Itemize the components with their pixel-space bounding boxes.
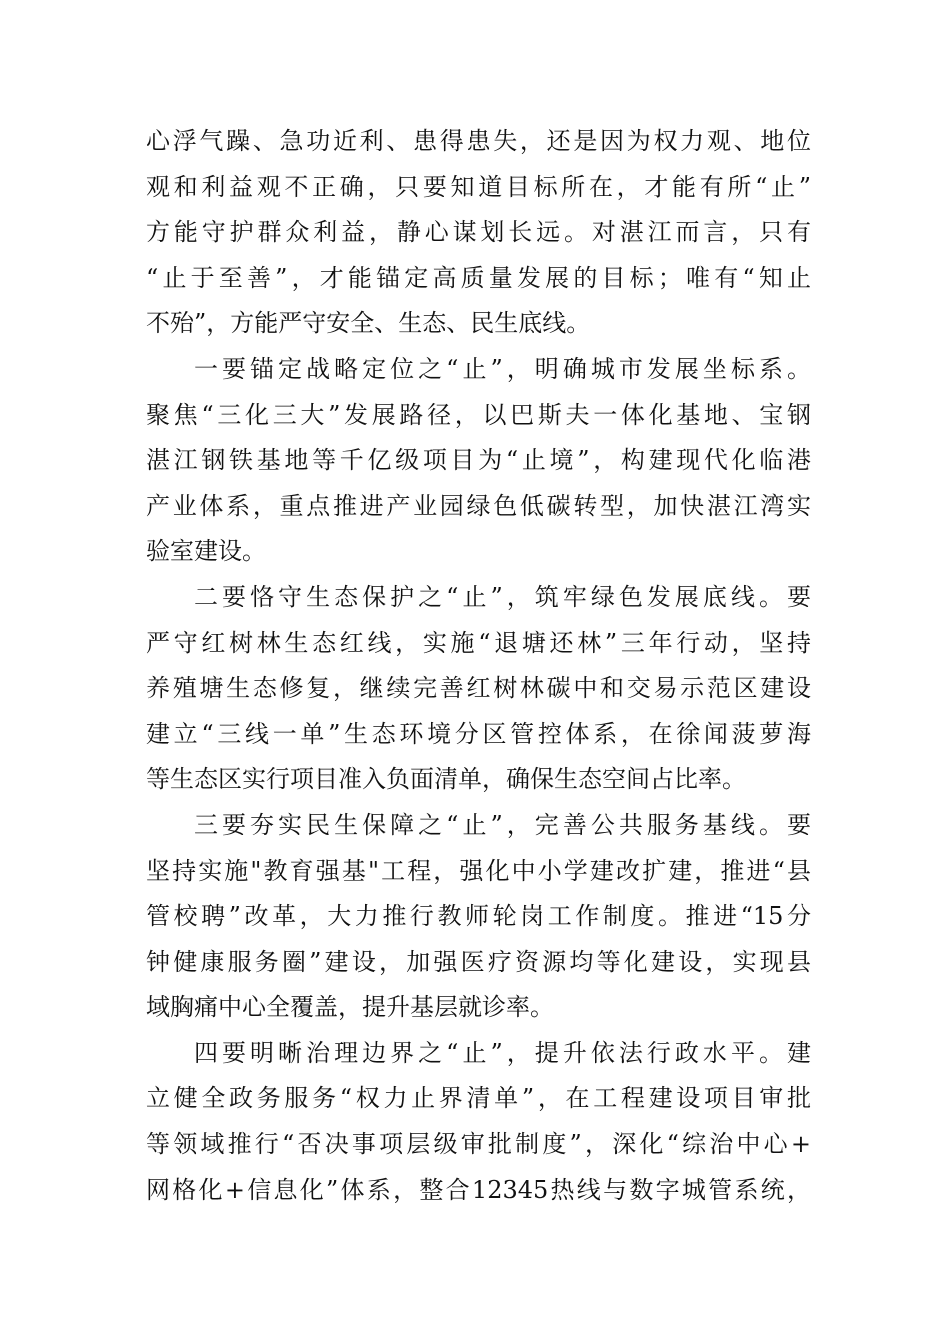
text-line: 域胸痛中心全覆盖，提升基层就诊率。 [146,993,554,1022]
text-line: 网格化+信息化”体系，整合12345热线与数字城管系统， [146,1175,811,1204]
paragraph-first-line: 二要恪守生态保护之“止”，筑牢绿色发展底线。要 [194,582,811,611]
text-line: 观和利益观不正确，只要知道目标所在，才能有所“止” [146,172,811,201]
text-line: “止于至善”，才能锚定高质量发展的目标；唯有“知止 [146,263,811,292]
paragraph-first-line: 四要明晰治理边界之“止”，提升依法行政水平。建 [194,1038,811,1067]
paragraph-first-line: 三要夯实民生保障之“止”，完善公共服务基线。要 [194,810,811,839]
text-line: 产业体系，重点推进产业园绿色低碳转型，加快湛江湾实 [146,491,811,520]
paragraph-first-line: 一要锚定战略定位之“止”，明确城市发展坐标系。 [194,354,811,383]
text-line: 立健全政务服务“权力止界清单”，在工程建设项目审批 [146,1084,811,1113]
text-line: 管校聘”改革，大力推行教师轮岗工作制度。推进“15分 [146,902,811,931]
text-line: 不殆”，方能严守安全、生态、民生底线。 [146,309,591,338]
document-body [146,119,811,1213]
text-line: 等生态区实行项目准入负面清单，确保生态空间占比率。 [146,765,746,794]
text-line: 等领域推行“否决事项层级审批制度”，深化“综治中心+ [146,1130,811,1159]
text-line: 建立“三线一单”生态环境分区管控体系，在徐闻菠萝海 [146,719,811,748]
text-line: 方能守护群众利益，静心谋划长远。对湛江而言，只有 [146,218,811,247]
text-line: 坚持实施"教育强基"工程，强化中小学建改扩建，推进“县 [146,856,811,885]
text-line: 验室建设。 [146,537,266,566]
text-line: 严守红树林生态红线，实施“退塘还林”三年行动，坚持 [146,628,811,657]
text-line: 湛江钢铁基地等千亿级项目为“止境”，构建现代化临港 [146,446,811,475]
text-line: 钟健康服务圈”建设，加强医疗资源均等化建设，实现县 [146,947,811,976]
text-line: 养殖塘生态修复，继续完善红树林碳中和交易示范区建设 [146,674,811,703]
text-line: 聚焦“三化三大”发展路径，以巴斯夫一体化基地、宝钢 [146,400,811,429]
text-line: 心浮气躁、急功近利、患得患失，还是因为权力观、地位 [146,127,811,155]
